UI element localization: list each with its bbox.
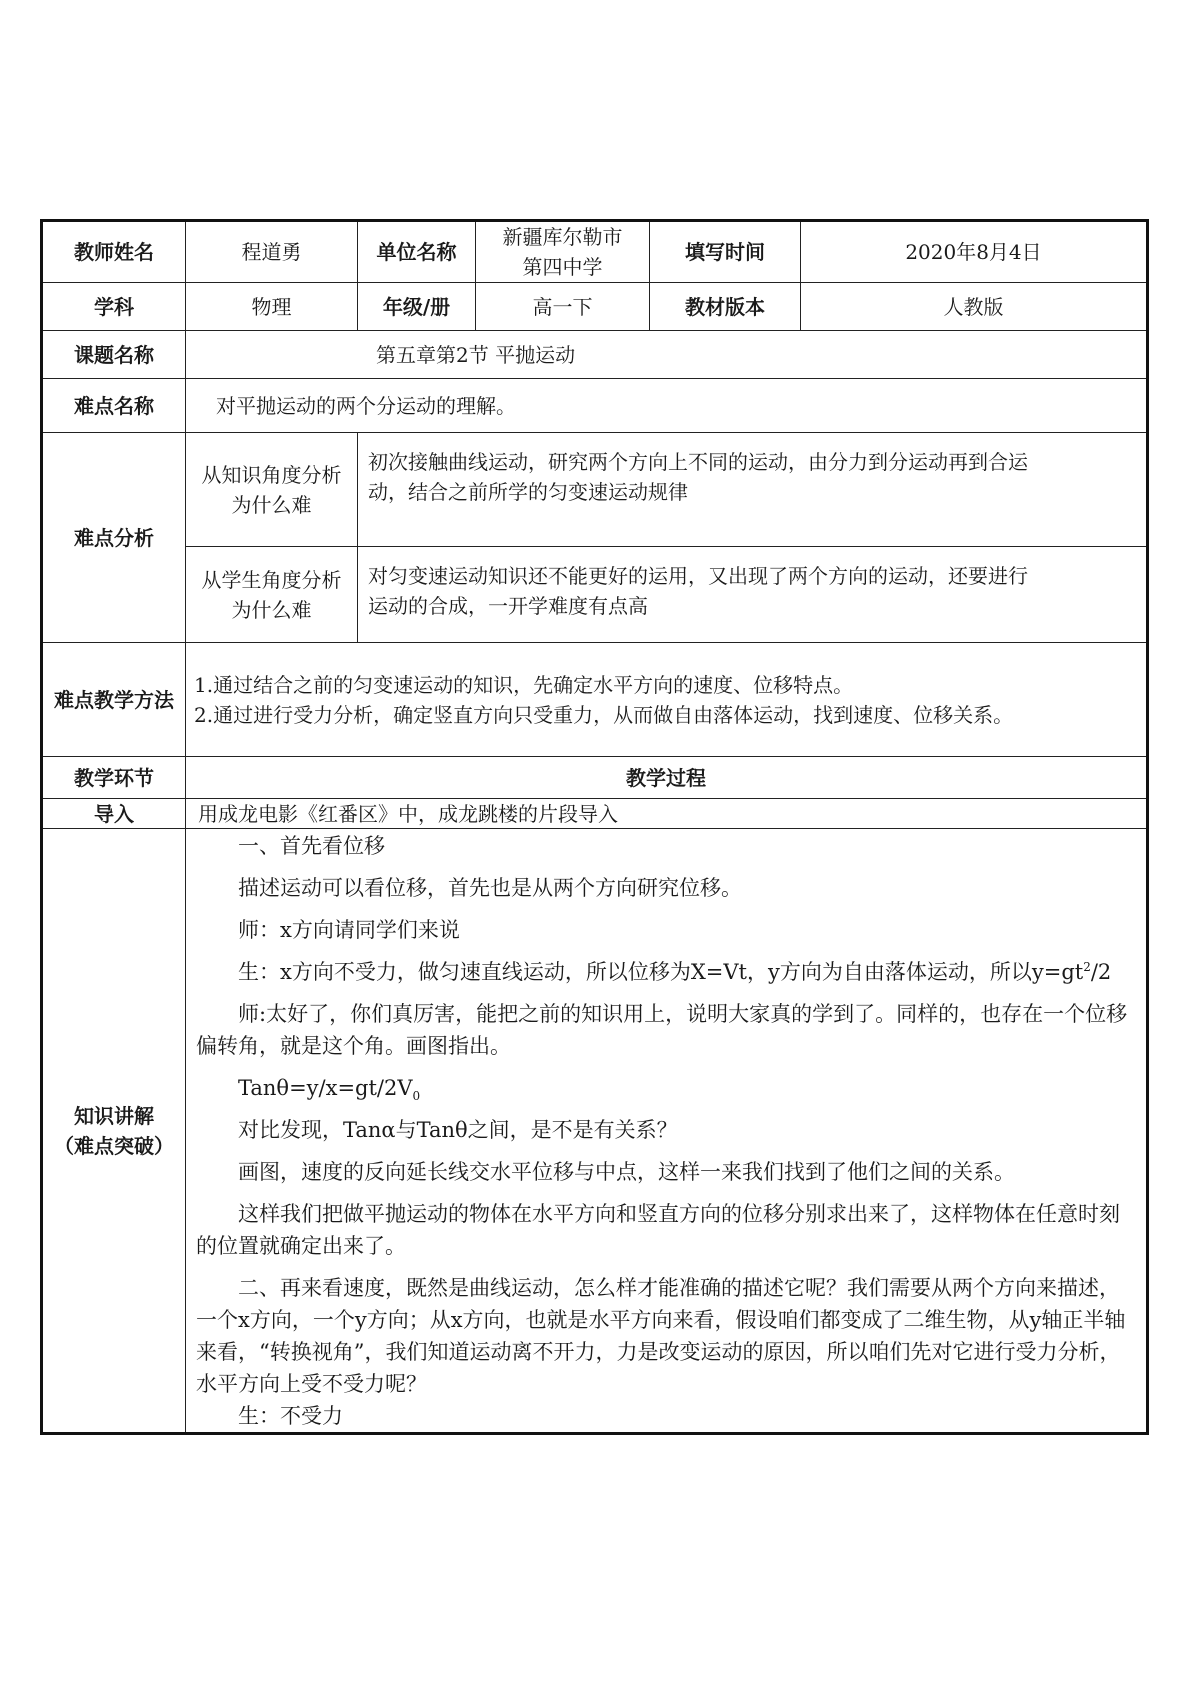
student-angle-text [358, 547, 1148, 643]
topic-value: 第五章第2节 平抛运动 [186, 331, 1148, 379]
grade-value: 高一下 [476, 283, 650, 331]
lecture-paragraph-9: 这样我们把做平抛运动的物体在水平方向和竖直方向的位移分别求出来了，这样物体在任意时刻的位置就确定出来了。 [196, 1201, 1120, 1258]
knowledge-angle-label-line1: 从知识角度分析 [201, 462, 342, 487]
info-row-1 [42, 221, 1148, 283]
p4-text-a: 生：x方向不受力，做匀速直线运动，所以位移为X=Vt，y方向为自由落体运动，所以y=gt [238, 959, 1084, 984]
knowledge-angle-text-line1: 初次接触曲线运动，研究两个方向上不同的运动，由分力到分运动再到合运 [368, 450, 1028, 474]
analysis-row-knowledge [42, 433, 1148, 547]
difficulty-value: 对平抛运动的两个分运动的理解。 [186, 379, 1148, 433]
stage-header: 教学环节 [42, 757, 186, 799]
method-label: 难点教学方法 [42, 643, 186, 757]
student-angle-label-line2: 为什么难 [231, 597, 312, 622]
lecture-paragraph-11: 生：不受力 [238, 1403, 343, 1428]
subject-label: 学科 [42, 283, 186, 331]
difficulty-row [42, 379, 1148, 433]
lecture-paragraph-2: 描述运动可以看位移，首先也是从两个方向研究位移。 [238, 875, 742, 900]
edition-value: 人教版 [801, 283, 1148, 331]
analysis-row-student [42, 547, 1148, 643]
grade-label: 年级/册 [358, 283, 476, 331]
process-header-row [42, 757, 1148, 799]
lecture-paragraph-6 [196, 1072, 1136, 1104]
intro-label: 导入 [42, 799, 186, 829]
knowledge-angle-text-line2: 动，结合之前所学的匀变速运动规律 [368, 480, 688, 504]
lecture-paragraph-7: 对比发现，Tanα与Tanθ之间，是不是有关系？ [238, 1117, 678, 1142]
lecture-content [186, 829, 1148, 1434]
unit-value [476, 221, 650, 283]
info-row-2 [42, 283, 1148, 331]
lesson-plan-table [40, 219, 1149, 1435]
knowledge-angle-text [358, 433, 1148, 547]
analysis-label: 难点分析 [42, 433, 186, 643]
p6-subscript: 0 [412, 1088, 421, 1103]
subject-value: 物理 [186, 283, 358, 331]
knowledge-angle-label-line2: 为什么难 [231, 492, 312, 517]
lecture-paragraph-4 [196, 956, 1136, 988]
method-row [42, 643, 1148, 757]
intro-text: 用成龙电影《红番区》中，成龙跳楼的片段导入 [186, 799, 1148, 829]
student-angle-label [186, 547, 358, 643]
lecture-label-line1: 知识讲解 [74, 1103, 154, 1128]
p4-text-b: /2 [1090, 959, 1112, 984]
unit-label: 单位名称 [358, 221, 476, 283]
intro-row [42, 799, 1148, 829]
topic-label: 课题名称 [42, 331, 186, 379]
date-label: 填写时间 [650, 221, 801, 283]
student-angle-text-line2: 运动的合成，一开学难度有点高 [368, 594, 648, 618]
p4-superscript: 2 [1083, 959, 1091, 974]
p6-text: Tanθ=y/x=gt/2V [238, 1075, 413, 1100]
lecture-row [42, 829, 1148, 1434]
student-angle-text-line1: 对匀变速运动知识还不能更好的运用，又出现了两个方向的运动，还要进行 [368, 564, 1028, 588]
teacher-label: 教师姓名 [42, 221, 186, 283]
student-angle-label-line1: 从学生角度分析 [201, 567, 342, 592]
lecture-paragraph-5: 师:太好了，你们真厉害，能把之前的知识用上，说明大家真的学到了。同样的，也存在一个位移偏转角，就是这个角。画图指出。 [196, 1001, 1128, 1058]
knowledge-angle-label [186, 433, 358, 547]
lecture-paragraph-3: 师：x方向请同学们来说 [238, 917, 460, 942]
date-value: 2020年8月4日 [801, 221, 1148, 283]
teacher-value: 程道勇 [186, 221, 358, 283]
topic-row [42, 331, 1148, 379]
unit-value-line1: 新疆库尔勒市 [502, 225, 623, 249]
lecture-paragraph-8: 画图，速度的反向延长线交水平位移与中点，这样一来我们找到了他们之间的关系。 [238, 1159, 1015, 1184]
lecture-paragraph-10: 二、再来看速度，既然是曲线运动，怎么样才能准确的描述它呢？我们需要从两个方向来描述，一个x方向，一个y方向；从x方向，也就是水平方向来看，假设咱们都变成了二维生物，从y轴正半轴来看，“转换视角”，我们知道运动离不开力，力是改变运动的原因，所以咱们先对它进行受力分析，水平方向上受不受力呢？ [196, 1275, 1126, 1396]
lecture-paragraph-1: 一、首先看位移 [238, 833, 385, 858]
lecture-label-line2: （难点突破） [54, 1133, 174, 1158]
difficulty-label: 难点名称 [42, 379, 186, 433]
method-line2: 2.通过进行受力分析，确定竖直方向只受重力，从而做自由落体运动，找到速度、位移关系。 [194, 702, 1014, 727]
edition-label: 教材版本 [650, 283, 801, 331]
unit-value-line2: 第四中学 [522, 255, 603, 279]
method-line1: 1.通过结合之前的匀变速运动的知识，先确定水平方向的速度、位移特点。 [194, 672, 854, 697]
lecture-label [42, 829, 186, 1434]
process-header: 教学过程 [186, 757, 1148, 799]
method-text [186, 643, 1148, 757]
